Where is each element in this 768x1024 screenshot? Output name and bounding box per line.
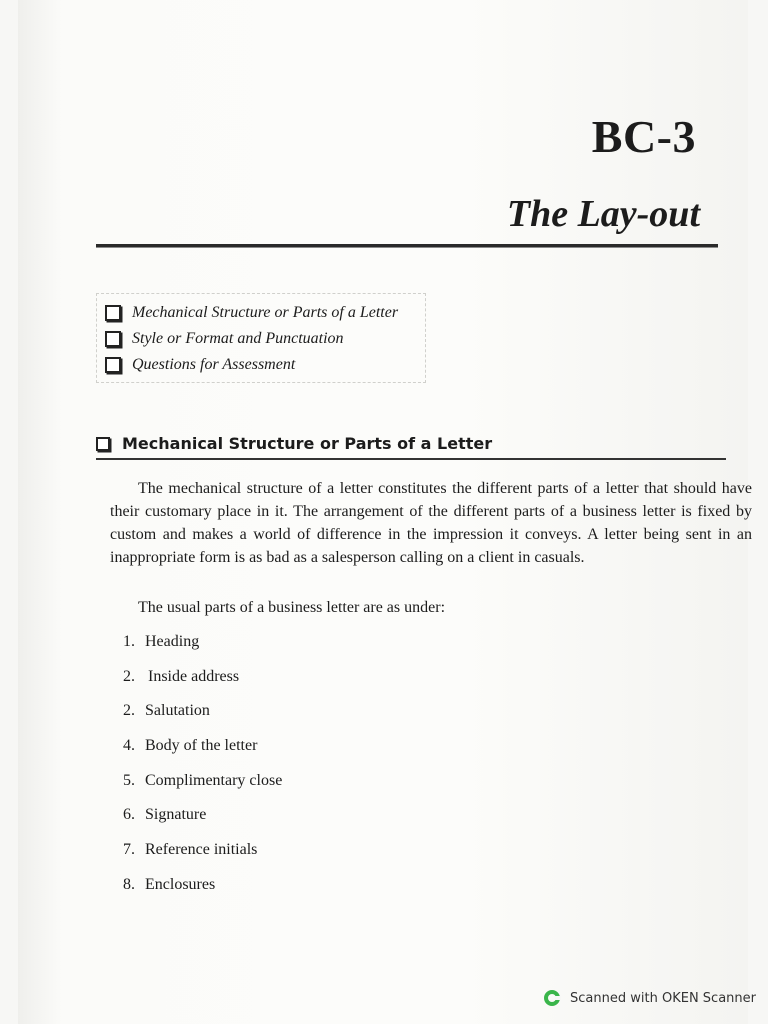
oken-logo-icon [544,990,560,1006]
contents-item [105,352,415,378]
chapter-title: The Lay-out [506,193,700,235]
list-item-number: 6. [123,806,135,824]
list-item [123,806,282,841]
checkbox-bullet-icon [96,437,110,451]
checkbox-bullet-icon [105,331,121,347]
list-item-label: Body of the letter [145,737,258,755]
list-item [123,668,282,703]
contents-item-label: Style or Format and Punctuation [132,330,344,347]
list-item-number: 1. [123,633,135,650]
list-item [123,841,282,876]
list-item [123,737,282,772]
list-item-label: Enclosures [145,875,216,893]
list-item-number: 2. [123,667,135,685]
list-item-label: Signature [145,806,207,824]
contents-item-label: Mechanical Structure or Parts of a Letter [132,304,399,321]
list-item [123,772,282,807]
list-item-number: 5. [123,771,135,789]
body-paragraph: The mechanical structure of a letter constitutes the different parts of a letter that should have their customary place in it. The arrangement of the different parts of a business letter is fixed by custom and makes a world of difference in the impression it conveys. A letter being sent in an inappropriate form is as bad as a salesperson calling on a client in casuals. [110,480,752,566]
list-item [123,633,282,668]
list-intro: The usual parts of a business letter are as under: [138,599,446,616]
section-divider [96,458,726,460]
chapter-contents-box [96,293,426,383]
contents-item [105,326,415,352]
scanner-watermark-text: Scanned with OKEN Scanner [570,990,756,1006]
section-heading [96,434,492,453]
section-heading-text: Mechanical Structure or Parts of a Letter [122,434,493,453]
chapter-code: BC-3 [591,111,696,162]
list-item-number: 4. [123,737,135,755]
list-item [123,702,282,737]
list-item-number: 8. [123,875,135,893]
contents-item [105,300,415,326]
list-item-label: Reference initials [145,841,258,859]
checkbox-bullet-icon [105,357,121,373]
list-item-label: Heading [145,633,200,650]
scanner-watermark [544,990,756,1006]
book-page [18,0,752,1024]
checkbox-bullet-icon [105,305,121,321]
list-item-label: Inside address [148,667,240,685]
list-item-label: Complimentary close [145,771,283,789]
title-divider [96,244,718,248]
contents-item-label: Questions for Assessment [132,356,296,373]
list-item-number: 2. [123,702,135,720]
list-item-label: Salutation [145,702,210,720]
list-item-number: 7. [123,841,135,859]
letter-parts-list [123,633,282,911]
list-item [123,876,282,911]
